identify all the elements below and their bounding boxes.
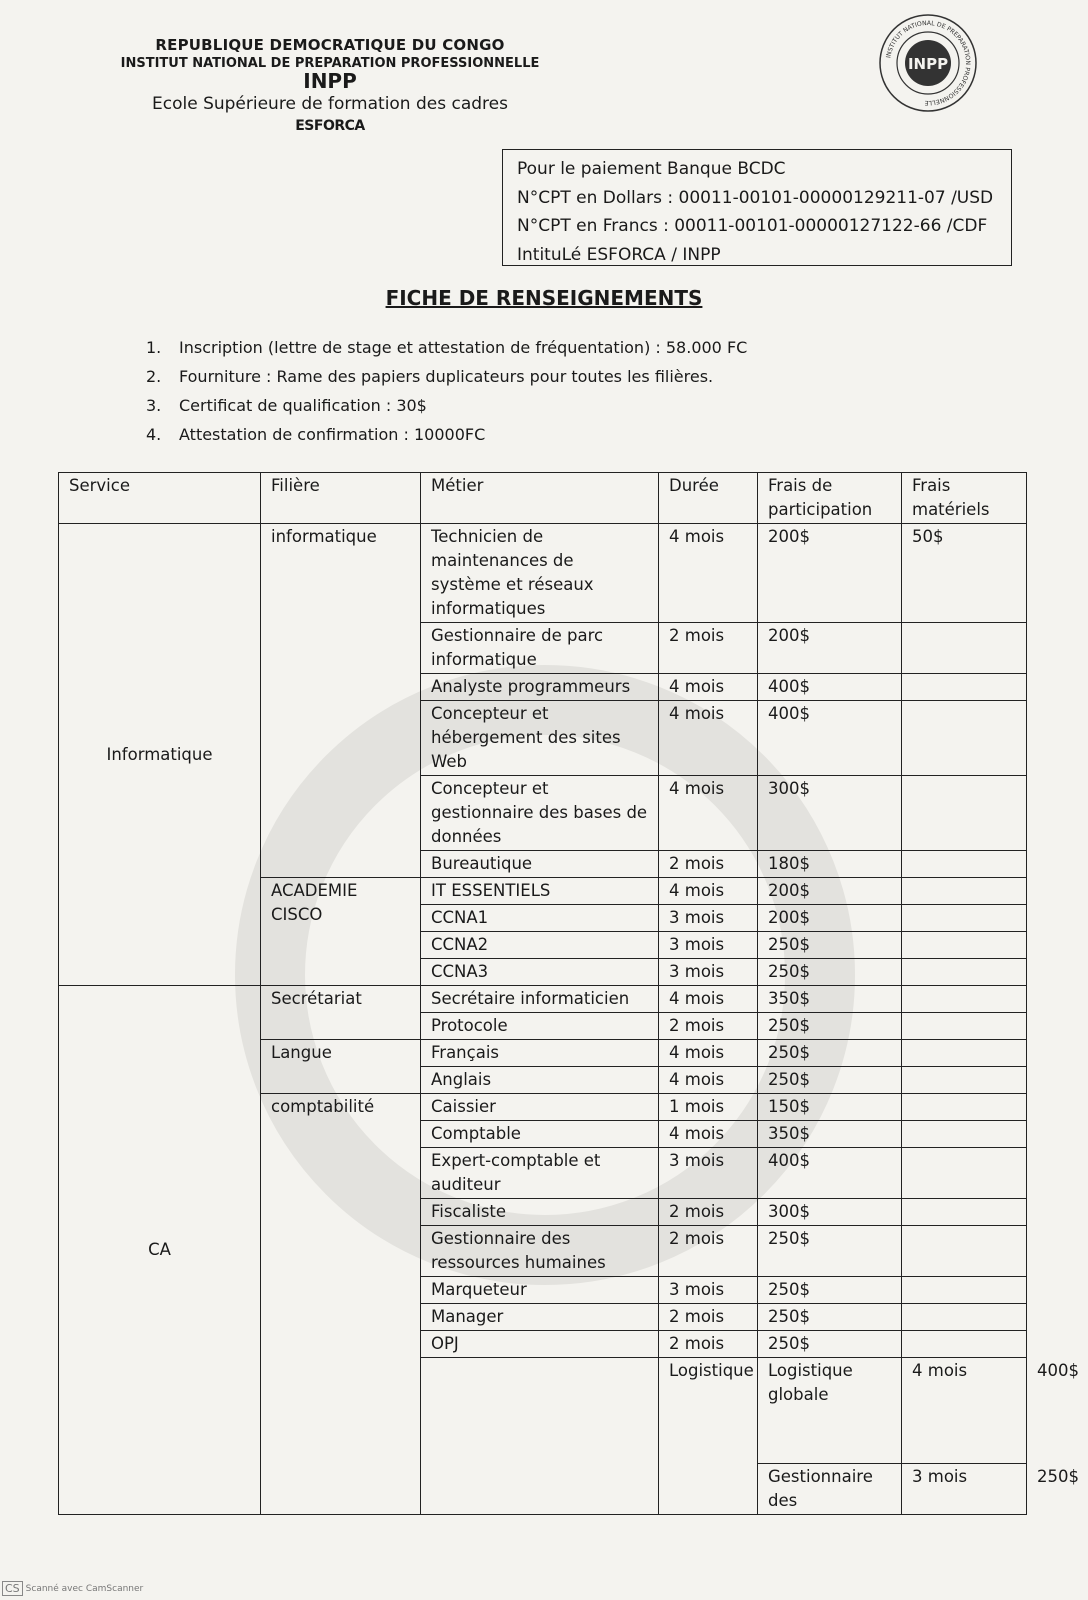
duree-cell: 3 mois [659, 959, 758, 986]
column-header: Service [59, 473, 261, 524]
duree-cell: 3 mois [659, 905, 758, 932]
frais-cell: 250$ [758, 1067, 902, 1094]
column-header: Frais de participation [758, 473, 902, 524]
metier-cell: Anglais [421, 1067, 659, 1094]
metier-cell: Caissier [421, 1094, 659, 1121]
duree-cell: 4 mois [659, 1121, 758, 1148]
list-item: 1. Inscription (lettre de stage et attestation de fréquentation) : 58.000 FC [146, 338, 748, 357]
frais-cell: 200$ [758, 905, 902, 932]
metier-cell: Analyste programmeurs [421, 674, 659, 701]
duree-cell: 3 mois [902, 1464, 1027, 1515]
frais-cell: 250$ [758, 959, 902, 986]
payment-bank: Pour le paiement Banque BCDC [517, 159, 786, 179]
column-header: Métier [421, 473, 659, 524]
materiels-cell [902, 1121, 1027, 1148]
filiere-cell: Logistique [659, 1358, 758, 1515]
frais-cell: 400$ [758, 701, 902, 776]
materiels-cell [902, 1040, 1027, 1067]
duree-cell: 4 mois [659, 701, 758, 776]
metier-cell: CCNA2 [421, 932, 659, 959]
table-row: Logistique Logistique globale 4 mois 400$ [59, 1358, 1027, 1464]
frais-cell: 400$ [758, 674, 902, 701]
metier-cell: OPJ [421, 1331, 659, 1358]
materiels-cell: 50$ [902, 524, 1027, 623]
materiels-cell [902, 1304, 1027, 1331]
materiels-cell [902, 959, 1027, 986]
metier-cell: Technicien de maintenances de système et réseaux informatiques [421, 524, 659, 623]
metier-cell: Comptable [421, 1121, 659, 1148]
list-item: 3. Certificat de qualification : 30$ [146, 396, 427, 415]
scanner-text: Scanné avec CamScanner [25, 1583, 144, 1594]
filiere-cell: informatique [261, 524, 421, 878]
frais-cell: 250$ [758, 1277, 902, 1304]
filiere-cell: ACADEMIE CISCO [261, 878, 421, 986]
header-republic: REPUBLIQUE DEMOCRATIQUE DU CONGO [155, 36, 505, 54]
duree-cell: 4 mois [659, 524, 758, 623]
metier-cell: Protocole [421, 1013, 659, 1040]
metier-cell: Logistique globale [758, 1358, 902, 1464]
metier-cell: CCNA3 [421, 959, 659, 986]
duree-cell: 2 mois [659, 623, 758, 674]
service-cell [421, 1358, 659, 1515]
frais-cell: 250$ [758, 932, 902, 959]
frais-cell: 300$ [758, 776, 902, 851]
duree-cell: 3 mois [659, 932, 758, 959]
duree-cell: 2 mois [659, 1013, 758, 1040]
materiels-cell [902, 905, 1027, 932]
duree-cell: 4 mois [902, 1358, 1027, 1464]
materiels-cell [902, 1226, 1027, 1277]
materiels-cell [902, 932, 1027, 959]
frais-cell: 250$ [758, 1040, 902, 1067]
materiels-cell [902, 1067, 1027, 1094]
filiere-cell: Secrétariat [261, 986, 421, 1040]
frais-cell: 200$ [758, 524, 902, 623]
metier-cell: Concepteur et gestionnaire des bases de données [421, 776, 659, 851]
metier-cell: Gestionnaire de parc informatique [421, 623, 659, 674]
materiels-cell [902, 986, 1027, 1013]
frais-cell: 250$ [758, 1331, 902, 1358]
list-item: 2. Fourniture : Rame des papiers duplicateurs pour toutes les filières. [146, 367, 714, 386]
materiels-cell [902, 623, 1027, 674]
duree-cell: 4 mois [659, 986, 758, 1013]
metier-cell: Expert-comptable et auditeur [421, 1148, 659, 1199]
duree-cell: 2 mois [659, 1304, 758, 1331]
header-institute: INSTITUT NATIONAL DE PREPARATION PROFESSIONNELLE [120, 56, 540, 71]
table-header-row [59, 473, 1027, 524]
duree-cell: 3 mois [659, 1148, 758, 1199]
metier-cell: Gestionnaire des [758, 1464, 902, 1515]
filiere-cell: comptabilité [261, 1094, 421, 1515]
duree-cell: 2 mois [659, 851, 758, 878]
frais-cell: 250$ [758, 1226, 902, 1277]
frais-cell: 300$ [758, 1199, 902, 1226]
materiels-cell [902, 1277, 1027, 1304]
svg-text:INSTITUT NATIONAL DE PREPARATI: INSTITUT NATIONAL DE PREPARATION PROFESSIONNELLE [885, 19, 972, 107]
materiels-cell [902, 878, 1027, 905]
frais-cell: 250$ [758, 1304, 902, 1331]
metier-cell: Marqueteur [421, 1277, 659, 1304]
metier-cell: IT ESSENTIELS [421, 878, 659, 905]
duree-cell: 2 mois [659, 1199, 758, 1226]
training-fees-table [58, 472, 1079, 1515]
list-item: 4. Attestation de confirmation : 10000FC [146, 425, 486, 444]
materiels-cell [902, 851, 1027, 878]
service-cell: Informatique [59, 524, 261, 986]
scanner-badge: CS [2, 1581, 23, 1596]
seal-icon [878, 13, 978, 113]
document-title: FICHE DE RENSEIGNEMENTS [385, 286, 703, 310]
metier-cell: CCNA1 [421, 905, 659, 932]
table-row: Gestionnaire des 3 mois 250$ [59, 1464, 1027, 1515]
duree-cell: 4 mois [659, 1067, 758, 1094]
table-row [59, 986, 1027, 1013]
notes-list [146, 338, 747, 454]
metier-cell: Bureautique [421, 851, 659, 878]
duree-cell: 4 mois [659, 878, 758, 905]
materiels-cell [902, 776, 1027, 851]
frais-cell: 250$ [758, 1013, 902, 1040]
duree-cell: 3 mois [659, 1277, 758, 1304]
materiels-cell [902, 701, 1027, 776]
duree-cell: 4 mois [659, 1040, 758, 1067]
materiels-cell [902, 1094, 1027, 1121]
duree-cell: 4 mois [659, 776, 758, 851]
column-header: Frais matériels [902, 473, 1027, 524]
frais-cell: 200$ [758, 878, 902, 905]
column-header: Filière [261, 473, 421, 524]
payment-info-box [502, 149, 1012, 266]
header-acronym: INPP [303, 69, 357, 93]
frais-cell: 200$ [758, 623, 902, 674]
metier-cell: Manager [421, 1304, 659, 1331]
frais-cell: 350$ [758, 1121, 902, 1148]
metier-cell: Secrétaire informaticien [421, 986, 659, 1013]
materiels-cell [902, 674, 1027, 701]
column-header: Durée [659, 473, 758, 524]
materiels-cell [902, 1331, 1027, 1358]
payment-account-title: IntituLé ESFORCA / INPP [517, 244, 721, 265]
payment-usd-account: N°CPT en Dollars : 00011-00101-00000129211-07 /USD [517, 187, 994, 208]
table-row [59, 524, 1027, 623]
payment-cdf-account: N°CPT en Francs : 00011-00101-00000127122-66 /CDF [517, 216, 988, 236]
metier-cell: Concepteur et hébergement des sites Web [421, 701, 659, 776]
filiere-cell: Langue [261, 1040, 421, 1094]
svg-text:INPP: INPP [907, 55, 949, 73]
metier-cell: Gestionnaire des ressources humaines [421, 1226, 659, 1277]
materiels-cell [902, 1148, 1027, 1199]
materiels-cell [902, 1199, 1027, 1226]
metier-cell: Fiscaliste [421, 1199, 659, 1226]
duree-cell: 2 mois [659, 1331, 758, 1358]
scanner-watermark [2, 1581, 143, 1596]
duree-cell: 1 mois [659, 1094, 758, 1121]
frais-cell: 400$ [758, 1148, 902, 1199]
header-school-acronym: ESFORCA [295, 118, 365, 134]
header-school: Ecole Supérieure de formation des cadres [152, 94, 508, 114]
materiels-cell [902, 1013, 1027, 1040]
document-header [120, 36, 540, 134]
metier-cell: Français [421, 1040, 659, 1067]
service-cell: CA [59, 986, 261, 1515]
frais-cell: 350$ [758, 986, 902, 1013]
duree-cell: 4 mois [659, 674, 758, 701]
frais-cell: 150$ [758, 1094, 902, 1121]
duree-cell: 2 mois [659, 1226, 758, 1277]
frais-cell: 180$ [758, 851, 902, 878]
